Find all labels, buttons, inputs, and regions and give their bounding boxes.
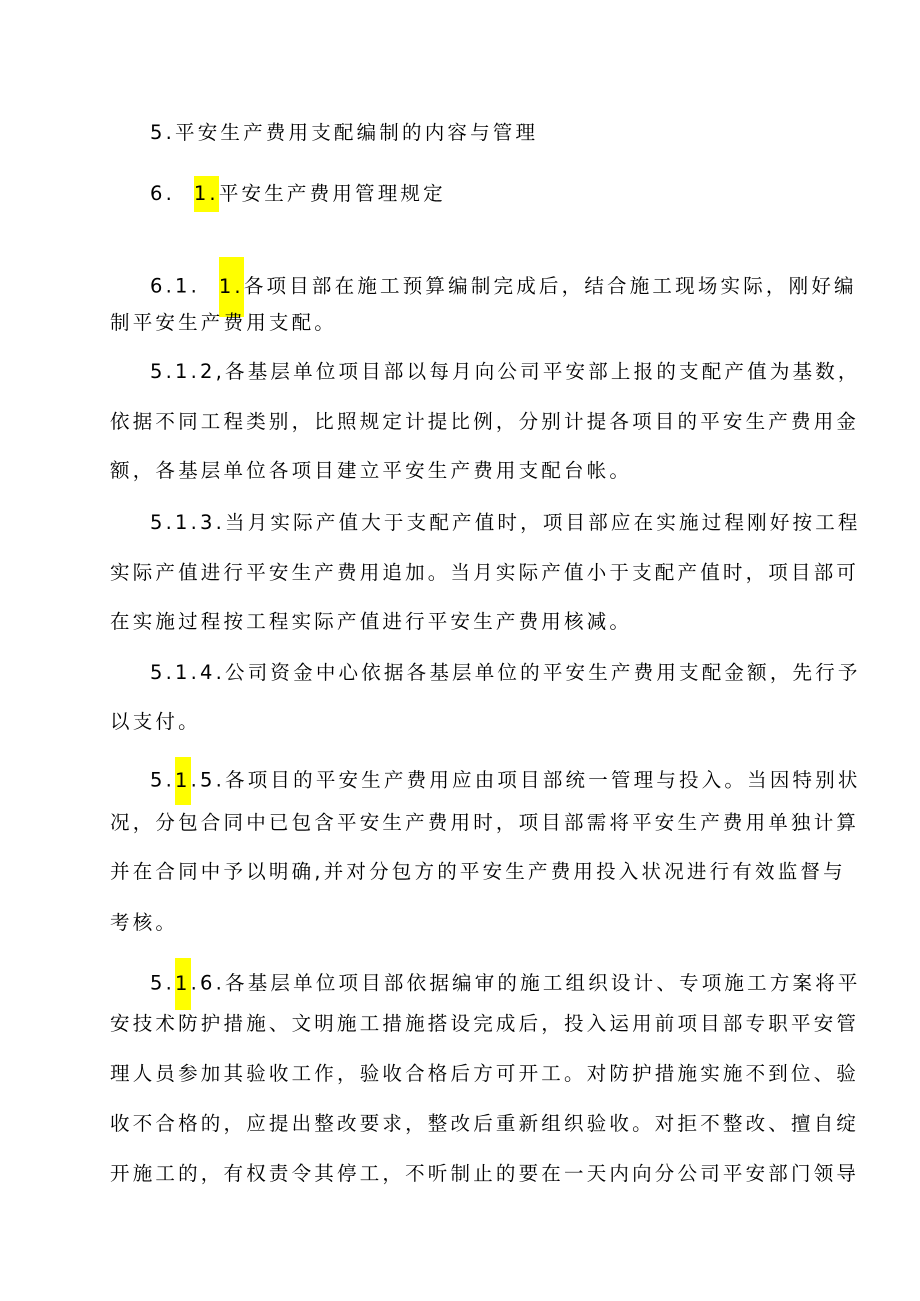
paragraph-text: 收不合格的，应提出整改要求，整改后重新组织验收。对拒不整改、擅自绽: [110, 1112, 860, 1135]
heading-text: 5.平安生产费用支配编制的内容与管理: [150, 121, 539, 144]
paragraph-5-1-4-line-2: [110, 707, 201, 737]
paragraph-text: 理人员参加其验收工作，验收合格后方可开工。对防护措施实施不到位、验: [110, 1062, 860, 1085]
paragraph-text: 依据不同工程类别，比照规定计提比例，分别计提各项目的平安生产费用金: [110, 410, 860, 433]
paragraph-text: 额，各基层单位各项目建立平安生产费用支配台帐。: [110, 459, 633, 482]
paragraph-text: 以支付。: [110, 710, 201, 733]
heading-prefix: 6.: [150, 182, 194, 205]
paragraph-text: 在实施过程按工程实际产值进行平安生产费用核减。: [110, 610, 633, 633]
paragraph-5-1-5-line-2: [110, 808, 859, 838]
paragraph-5-1-6-line-3: [110, 1059, 859, 1089]
paragraph-5-1-2-line-2: [110, 407, 859, 437]
paragraph-5-1-5-line-4: [110, 908, 178, 938]
paragraph-6-1-line-2: [110, 308, 337, 338]
highlighted-number: 1.: [194, 176, 219, 212]
highlighted-number: 1: [175, 958, 191, 1010]
paragraph-text: 5.1.2,各基层单位项目部以每月向公司平安部上报的支配产值为基数，: [150, 360, 861, 383]
paragraph-5-1-5-line-3: [110, 857, 846, 887]
paragraph-text: 实际产值进行平安生产费用追加。当月实际产值小于支配产值时，项目部可: [110, 561, 860, 584]
paragraph-text: .6.各基层单位项目部依据编审的施工组织设计、专项施工方案将平: [190, 971, 861, 995]
section-heading-6: [150, 176, 446, 212]
paragraph-5-1-2-line-3: [110, 456, 632, 486]
paragraph-text: 考核。: [110, 911, 179, 934]
paragraph-text: 并在合同中予以明确,并对分包方的平安生产费用投入状况进行有效监督与: [110, 860, 846, 883]
paragraph-5-1-3-line-2: [110, 558, 859, 588]
paragraph-5-1-6-line-1: [150, 958, 861, 1010]
paragraph-text: 5.1.4.公司资金中心依据各基层单位的平安生产费用支配金额，先行予: [150, 661, 861, 684]
paragraph-5-1-6-line-2: [110, 1009, 859, 1039]
paragraph-text: 安技术防护措施、文明施工措施搭设完成后，投入运用前项目部专职平安管: [110, 1012, 860, 1035]
clause-prefix: 5.: [150, 768, 176, 792]
paragraph-text: .5.各项目的平安生产费用应由项目部统一管理与投入。当因特别状: [190, 768, 861, 792]
paragraph-5-1-6-line-4: [110, 1109, 859, 1139]
paragraph-5-1-4-line-1: [150, 658, 861, 688]
paragraph-text: 5.1.3.当月实际产值大于支配产值时，项目部应在实施过程刚好按工程: [150, 511, 861, 534]
section-heading-5: [150, 118, 538, 148]
clause-prefix: 5.: [150, 971, 176, 995]
clause-prefix: 6.1.: [150, 274, 219, 298]
paragraph-text: 各项目部在施工预算编制完成后，结合施工现场实际，刚好编: [243, 274, 857, 298]
highlighted-number: 1.: [219, 257, 244, 317]
paragraph-text: 制平安生产费用支配。: [110, 311, 338, 334]
paragraph-text: 开施工的，有权责令其停工，不听制止的要在一天内向分公司平安部门领导: [110, 1162, 860, 1185]
paragraph-5-1-6-line-5: [110, 1159, 859, 1189]
heading-text: 平安生产费用管理规定: [218, 182, 446, 205]
paragraph-text: 况，分包合同中已包含平安生产费用时，项目部需将平安生产费用单独计算: [110, 811, 860, 834]
paragraph-5-1-5-line-1: [150, 757, 861, 805]
highlighted-number: 1: [175, 757, 191, 805]
paragraph-5-1-3-line-3: [110, 607, 632, 637]
paragraph-5-1-3-line-1: [150, 508, 861, 538]
paragraph-5-1-2-line-1: [150, 357, 861, 387]
